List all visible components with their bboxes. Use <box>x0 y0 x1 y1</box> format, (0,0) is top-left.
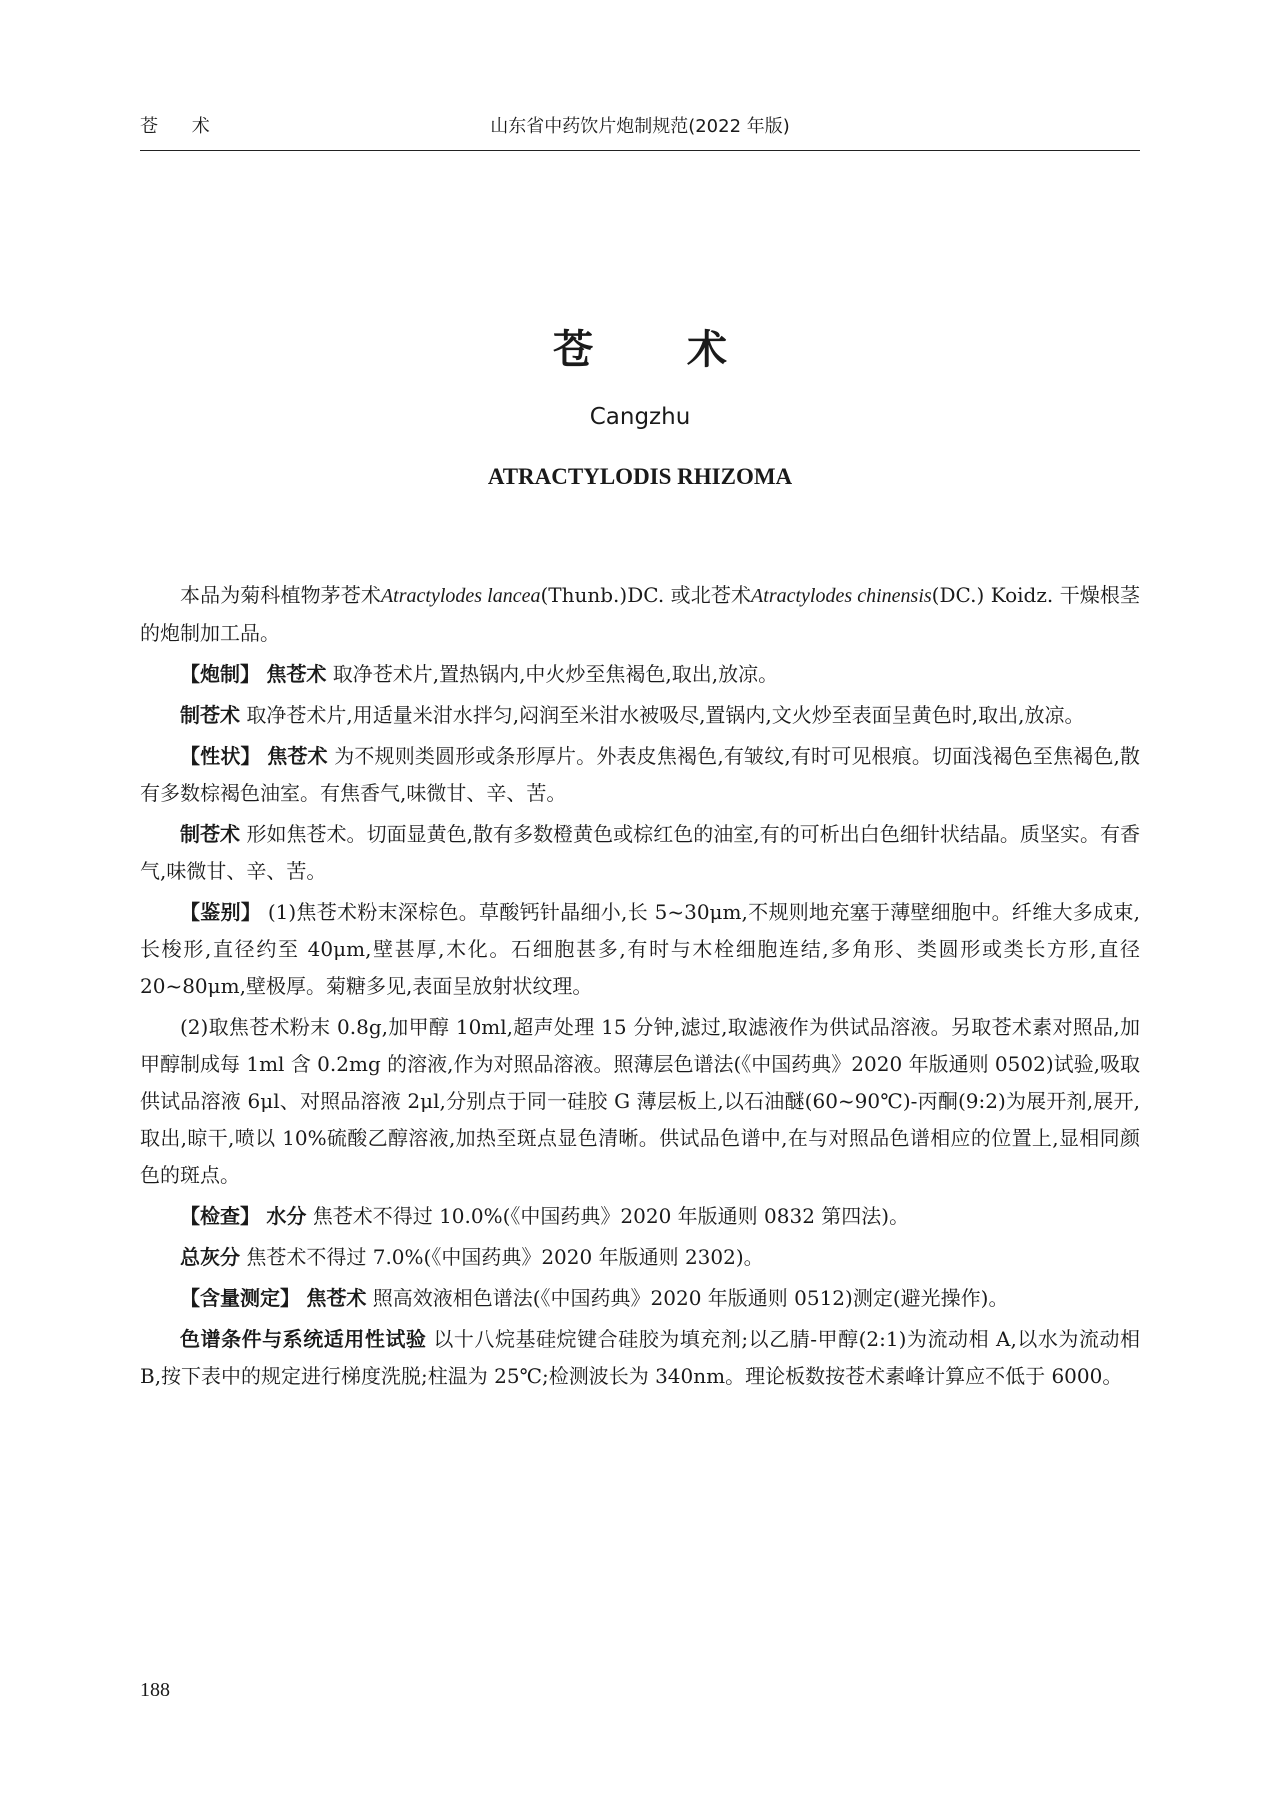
processing-paragraph: 【炮制】 焦苍术 取净苍术片,置热锅内,中火炒至焦褐色,取出,放凉。 <box>180 662 779 686</box>
section-heading: 【炮制】 <box>180 662 260 686</box>
subheading: 焦苍术 <box>266 662 327 686</box>
subheading: 总灰分 <box>180 1245 240 1269</box>
pinyin-name: Cangzhu <box>589 404 691 430</box>
header-chapter: 苍 术 <box>140 116 224 137</box>
description-paragraph: 【性状】 焦苍术 为不规则类圆形或条形厚片。外表皮焦褐色,有皱纹,有时可见根痕。切面浅褐色至焦褐色,散有多数棕褐色油室。有焦香气,味微甘、辛、苦。 <box>140 744 1141 805</box>
subheading: 色谱条件与系统适用性试验 <box>180 1327 427 1351</box>
species-name: Atractylodes lancea <box>380 585 541 607</box>
latin-name: ATRACTYLODIS RHIZOMA <box>487 464 793 489</box>
subheading: 焦苍术 <box>306 1286 367 1310</box>
page-title: 苍 术 <box>553 327 767 373</box>
subheading: 水分 <box>266 1204 307 1228</box>
subheading: 制苍术 <box>180 703 240 727</box>
processing-paragraph: 制苍术 取净苍术片,用适量米泔水拌匀,闷润至米泔水被吸尽,置锅内,文火炒至表面呈黄色时,取出,放凉。 <box>180 703 1085 727</box>
running-header <box>140 112 1140 148</box>
subheading: 制苍术 <box>180 822 241 846</box>
monograph-body <box>140 577 1140 1399</box>
species-name: Atractylodes chinensis <box>751 585 932 607</box>
header-rule <box>140 150 1140 151</box>
section-heading: 【性状】 <box>180 744 261 768</box>
intro-paragraph: 本品为菊科植物茅苍术Atractylodes lancea(Thunb.)DC. 或北苍术Atractylodes chinensis(DC.) Koidz. 干燥根茎的炮制加工品。 <box>140 583 1140 645</box>
assay-paragraph: 【含量测定】 焦苍术 照高效液相色谱法(《中国药典》2020 年版通则 0512)测定(避光操作)。 <box>180 1286 1009 1310</box>
inspection-paragraph: 【检查】 水分 焦苍术不得过 10.0%(《中国药典》2020 年版通则 0832 第四法)。 <box>180 1204 910 1228</box>
identification-paragraph: 【鉴别】 (1)焦苍术粉末深棕色。草酸钙针晶细小,长 5~30μm,不规则地充塞于薄壁细胞中。纤维大多成束,长梭形,直径约至 40μm,壁甚厚,木化。石细胞甚多,有时与木栓细胞连结,多角形、类圆形或类长方形,直径 20~80μm,壁极厚。菊糖多见,表面呈放射状纹理。 <box>140 900 1141 998</box>
description-paragraph: 制苍术 形如焦苍术。切面显黄色,散有多数橙黄色或棕红色的油室,有的可析出白色细针状结晶。质坚实。有香气,味微甘、辛、苦。 <box>140 822 1141 883</box>
section-heading: 【含量测定】 <box>180 1286 300 1310</box>
header-book-title: 山东省中药饮片炮制规范(2022 年版) <box>490 116 790 137</box>
assay-paragraph: 色谱条件与系统适用性试验 以十八烷基硅烷键合硅胶为填充剂;以乙腈-甲醇(2:1)为流动相 A,以水为流动相 B,按下表中的规定进行梯度洗脱;柱温为 25℃;检测波长为 340nm。理论板数按苍术素峰计算应不低于 6000。 <box>140 1327 1141 1388</box>
section-heading: 【鉴别】 <box>180 900 262 924</box>
page-number: 188 <box>140 1679 170 1701</box>
inspection-paragraph: 总灰分 焦苍术不得过 7.0%(《中国药典》2020 年版通则 2302)。 <box>180 1245 764 1269</box>
section-heading: 【检查】 <box>180 1204 260 1228</box>
subheading: 焦苍术 <box>267 744 328 768</box>
identification-paragraph: (2)取焦苍术粉末 0.8g,加甲醇 10ml,超声处理 15 分钟,滤过,取滤液作为供试品溶液。另取苍术素对照品,加甲醇制成每 1ml 含 0.2mg 的溶液,作为对照品溶液。照薄层色谱法(《中国药典》2020 年版通则 0502)试验,吸取供试品溶液 6μl、对照品溶液 2μl,分别点于同一硅胶 G 薄层板上,以石油醚(60~90℃)-丙酮(9:2)为展开剂,展开,取出,晾干,喷以 10%硫酸乙醇溶液,加热至斑点显色清晰。供试品色谱中,在与对照品色谱相应的位置上,显相同颜色的斑点。 <box>140 1015 1140 1187</box>
